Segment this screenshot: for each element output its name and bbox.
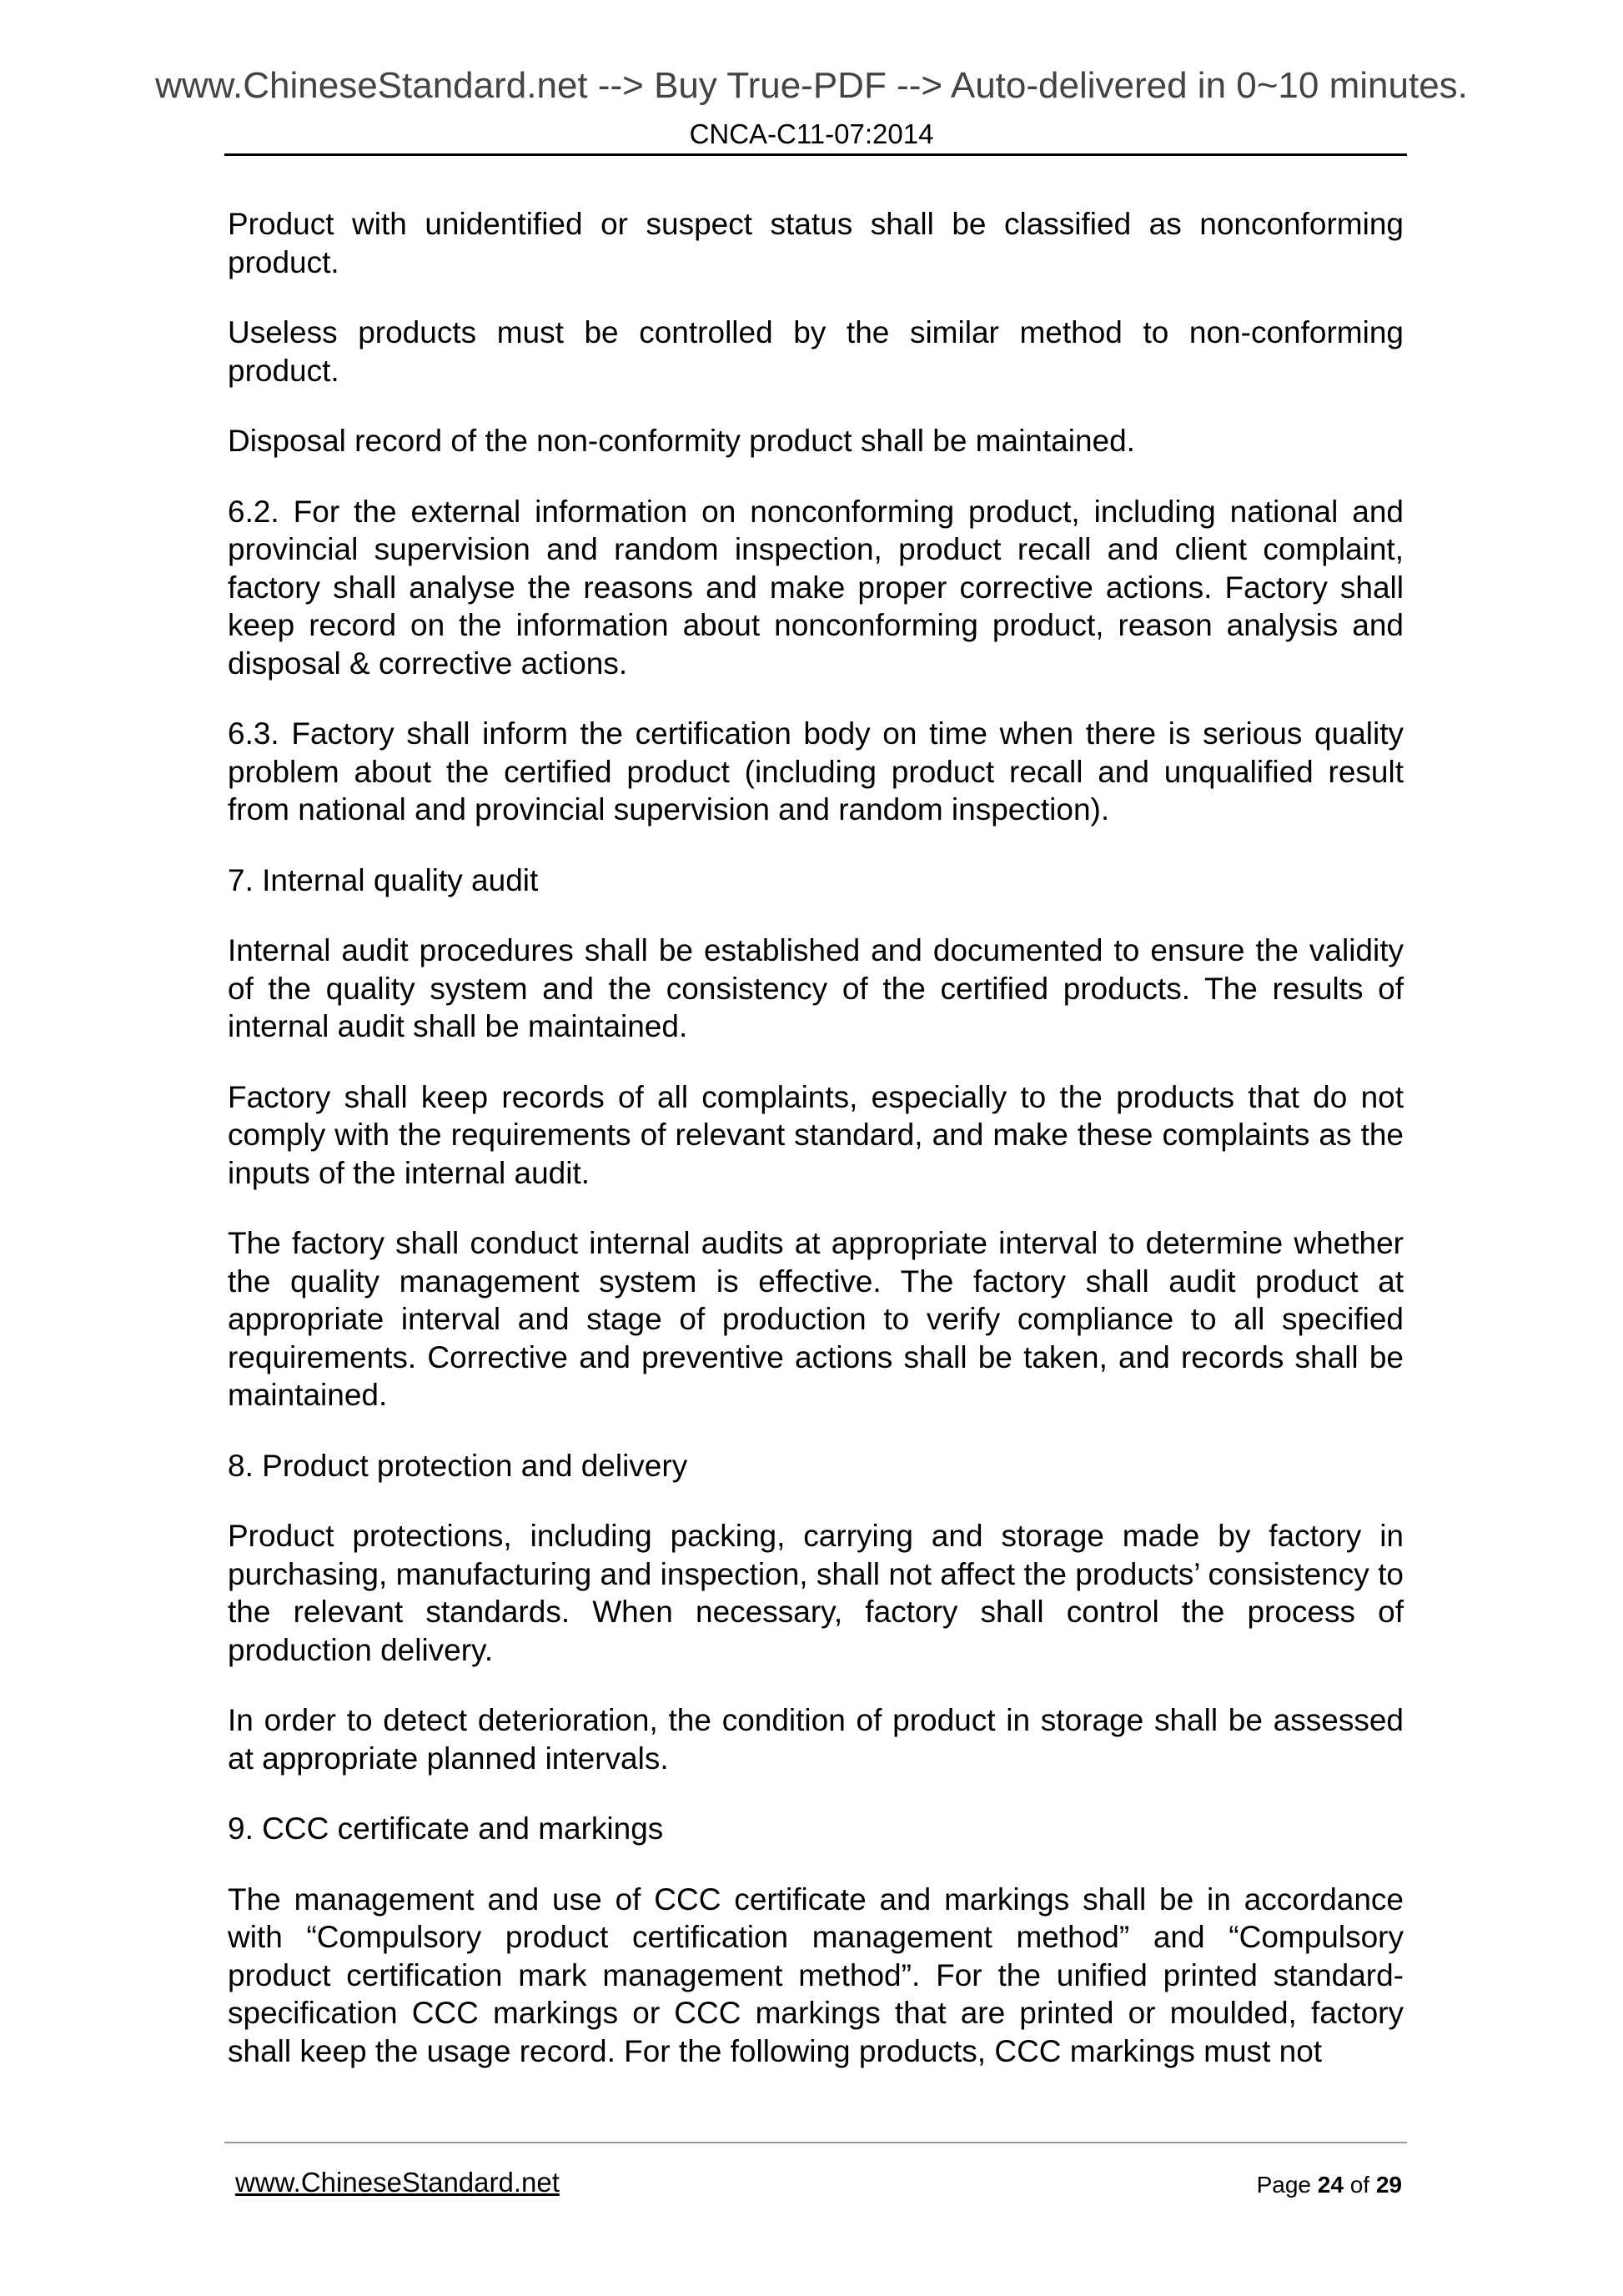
paragraph: Disposal record of the non-conformity product shall be maintained. [228, 424, 1135, 458]
page-total: 29 [1375, 2172, 1402, 2198]
paragraph: Internal audit procedures shall be established and documented to ensure the validity of the quality system and the consistency of the certified products. The results of internal audit shall be maintained. [228, 933, 1404, 1043]
page-label: Page [1256, 2172, 1311, 2198]
page-current: 24 [1317, 2172, 1344, 2198]
paragraph: Factory shall keep records of all complaints, especially to the products that do not comply with the requirements of relevant standard, and make these complaints as the inputs of the internal audit. [228, 1079, 1404, 1190]
paragraph: 6.3. Factory shall inform the certification body on time when there is serious quality problem about the certified product (including product recall and unqualified result from national and provincial supervision and random inspection). [228, 716, 1404, 826]
page-number [1257, 2172, 1402, 2198]
header-banner: www.ChineseStandard.net --> Buy True-PDF --> Auto-delivered in 0~10 minutes. [155, 65, 1468, 106]
section-heading: 9. CCC certificate and markings [228, 1811, 664, 1846]
paragraph: The factory shall conduct internal audits at appropriate interval to determine whether the quality management system is effective. The factory shall audit product at appropriate interval and stage of production to verify compliance to all specified requirements. Corrective and preventive actions shall be taken, and records shall be maintained. [228, 1226, 1404, 1412]
document-id: CNCA-C11-07:2014 [689, 118, 934, 149]
paragraph: In order to detect deterioration, the condition of product in storage shall be assessed at appropriate planned intervals. [228, 1703, 1404, 1776]
paragraph: The management and use of CCC certificate and markings shall be in accordance with “Compulsory product certification management method” and “Compulsory product certification mark management method”. For the unified printed standard-specification CCC markings or CCC markings that are printed or moulded, factory shall keep the usage record. For the following products, CCC markings must not [228, 1882, 1404, 2068]
document-body [228, 205, 1404, 2103]
section-heading: 8. Product protection and delivery [228, 1448, 688, 1483]
header-divider [224, 153, 1407, 156]
paragraph: Product with unidentified or suspect status shall be classified as nonconforming product. [228, 207, 1404, 279]
section-heading: 7. Internal quality audit [228, 862, 539, 897]
page-of: of [1349, 2172, 1370, 2198]
paragraph: Product protections, including packing, carrying and storage made by factory in purchasing, manufacturing and inspection, shall not affect the products’ consistency to the relevant standards. When necessary, factory shall control the process of production delivery. [228, 1519, 1404, 1667]
footer-website-link[interactable]: www.ChineseStandard.net [235, 2167, 560, 2198]
footer-divider [224, 2142, 1407, 2143]
paragraph: Useless products must be controlled by the similar method to non-conforming product. [228, 315, 1404, 388]
paragraph: 6.2. For the external information on nonconforming product, including national and provincial supervision and random inspection, product recall and client complaint, factory shall analyse the reasons and make proper corrective actions. Factory shall keep record on the information about nonconforming product, reason analysis and disposal & corrective actions. [228, 494, 1404, 681]
